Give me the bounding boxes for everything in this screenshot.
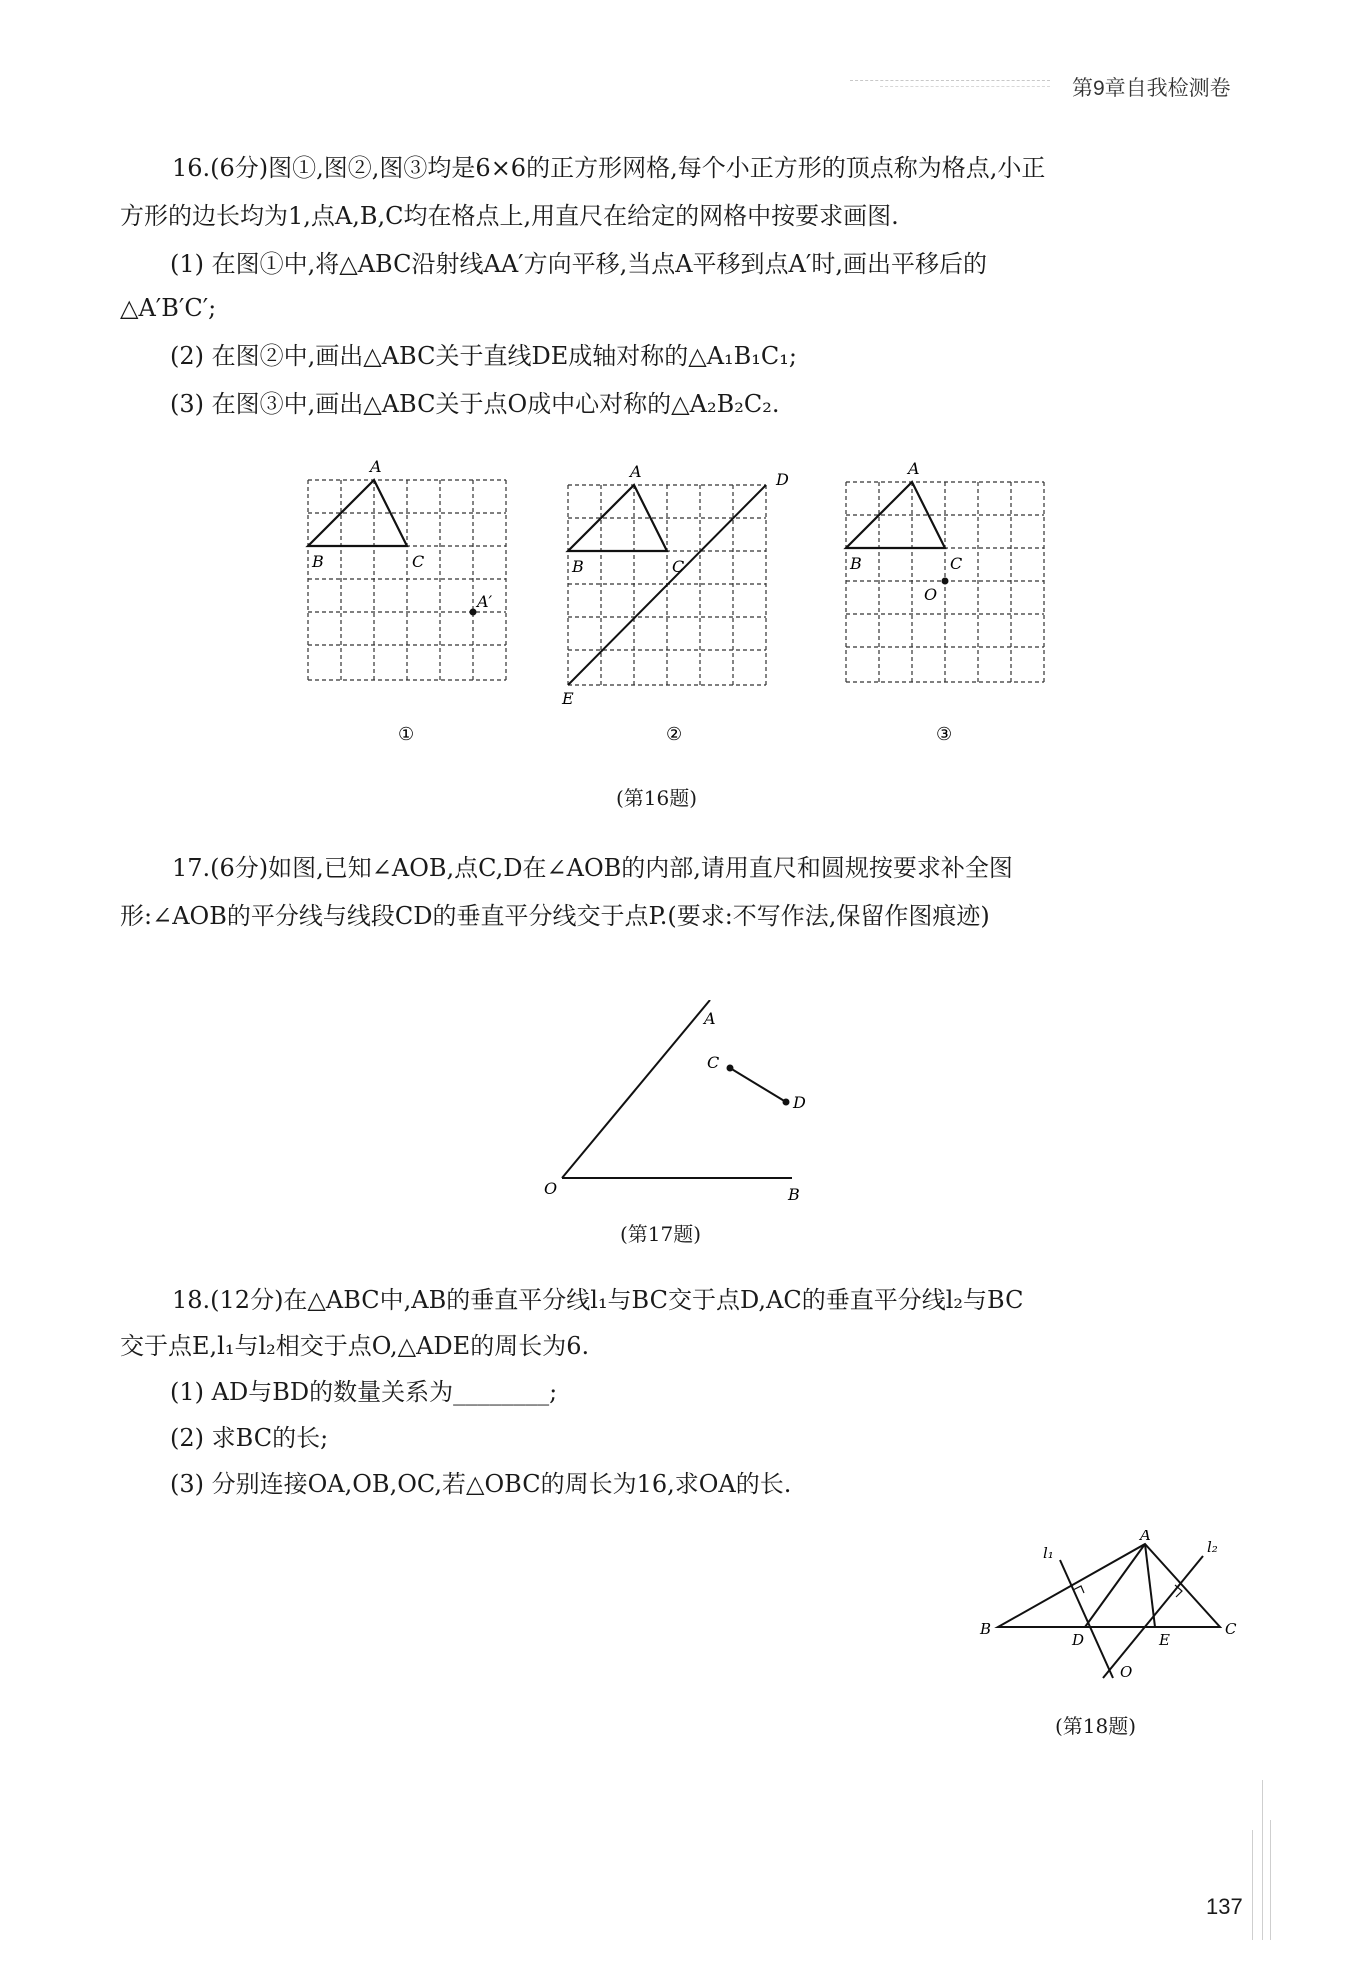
q16-sub3: (3) 在图③中,画出△ABC关于点O成中心对称的△A₂B₂C₂. (170, 390, 780, 418)
label-a: A (370, 457, 382, 476)
label-b: B (312, 552, 324, 571)
line-l2 (1103, 1556, 1203, 1678)
label-a: A (908, 459, 920, 478)
label-a-prime: A′ (477, 592, 493, 611)
margin-line (1262, 1780, 1263, 1940)
header-rule (880, 86, 1050, 87)
label-a: A (704, 1009, 716, 1028)
header-rule (850, 80, 1050, 81)
q17-line2: 形:∠AOB的平分线与线段CD的垂直平分线交于点P.(要求:不写作法,保留作图痕迹) (120, 902, 990, 930)
label-l1: l₁ (1043, 1544, 1054, 1562)
label-c: C (707, 1053, 720, 1072)
margin-line (1252, 1830, 1253, 1940)
q16-line2: 方形的边长均为1,点A,B,C均在格点上,用直尺在给定的网格中按要求画图. (120, 202, 899, 230)
label-a: A (630, 462, 642, 481)
label-d: D (793, 1093, 806, 1112)
label-o: O (1120, 1663, 1133, 1681)
label-a: A (1140, 1530, 1151, 1544)
q16-sub1-line2: △A′B′C′; (120, 294, 217, 322)
label-b: B (572, 557, 584, 576)
point-a-prime (470, 609, 477, 616)
fig-label-1: ① (398, 724, 415, 745)
segment-ae (1145, 1544, 1155, 1627)
q17-caption: (第17题) (620, 1222, 702, 1246)
label-e: E (562, 689, 574, 708)
chapter-title: 第9章自我检测卷 (1072, 77, 1231, 100)
fig-label-2: ② (666, 724, 683, 745)
fig-label-3: ③ (936, 724, 953, 745)
label-o: O (924, 585, 938, 604)
q16-caption: (第16题) (616, 786, 698, 810)
q18-caption: (第18题) (1055, 1714, 1137, 1738)
point-c (727, 1065, 734, 1072)
label-d: D (776, 470, 789, 489)
label-b: B (850, 554, 862, 573)
label-c: C (672, 557, 685, 576)
point-d (783, 1099, 790, 1106)
q18-sub1: (1) AD与BD的数量关系为________; (170, 1378, 558, 1406)
ray-oa (562, 1000, 710, 1178)
figure-18 (975, 1530, 1245, 1700)
segment-ad (1085, 1544, 1145, 1627)
label-b: B (788, 1185, 800, 1204)
label-c: C (1225, 1620, 1237, 1638)
label-b: B (980, 1620, 992, 1638)
label-c: C (950, 554, 963, 573)
segment-cd (730, 1068, 786, 1102)
q18-sub3: (3) 分别连接OA,OB,OC,若△OBC的周长为16,求OA的长. (170, 1470, 792, 1498)
q18-line1: 18.(12分)在△ABC中,AB的垂直平分线l₁与BC交于点D,AC的垂直平分线l₂与BC (172, 1286, 1024, 1314)
point-o (942, 578, 949, 585)
q16-line1: 16.(6分)图①,图②,图③均是6×6的正方形网格,每个小正方形的顶点称为格点,小正 (172, 154, 1046, 182)
triangle-abc (998, 1544, 1220, 1627)
figure-17 (530, 1000, 830, 1210)
figure-16-2 (550, 450, 810, 750)
figure-16-3 (828, 450, 1068, 750)
figure-16-1 (290, 450, 530, 750)
label-d: D (1072, 1631, 1085, 1649)
label-o: O (544, 1179, 558, 1198)
q16-sub2: (2) 在图②中,画出△ABC关于直线DE成轴对称的△A₁B₁C₁; (170, 342, 797, 370)
q16-sub1-line1: (1) 在图①中,将△ABC沿射线AA′方向平移,当点A平移到点A′时,画出平移后的 (170, 250, 987, 278)
label-c: C (412, 552, 425, 571)
q17-line1: 17.(6分)如图,已知∠AOB,点C,D在∠AOB的内部,请用直尺和圆规按要求补全图 (172, 854, 1013, 882)
margin-line (1270, 1820, 1271, 1940)
q18-line2: 交于点E,l₁与l₂相交于点O,△ADE的周长为6. (120, 1332, 590, 1360)
page-number: 137 (1206, 1894, 1243, 1919)
q18-sub2: (2) 求BC的长; (170, 1424, 329, 1452)
label-l2: l₂ (1207, 1538, 1218, 1556)
label-e: E (1159, 1631, 1170, 1649)
